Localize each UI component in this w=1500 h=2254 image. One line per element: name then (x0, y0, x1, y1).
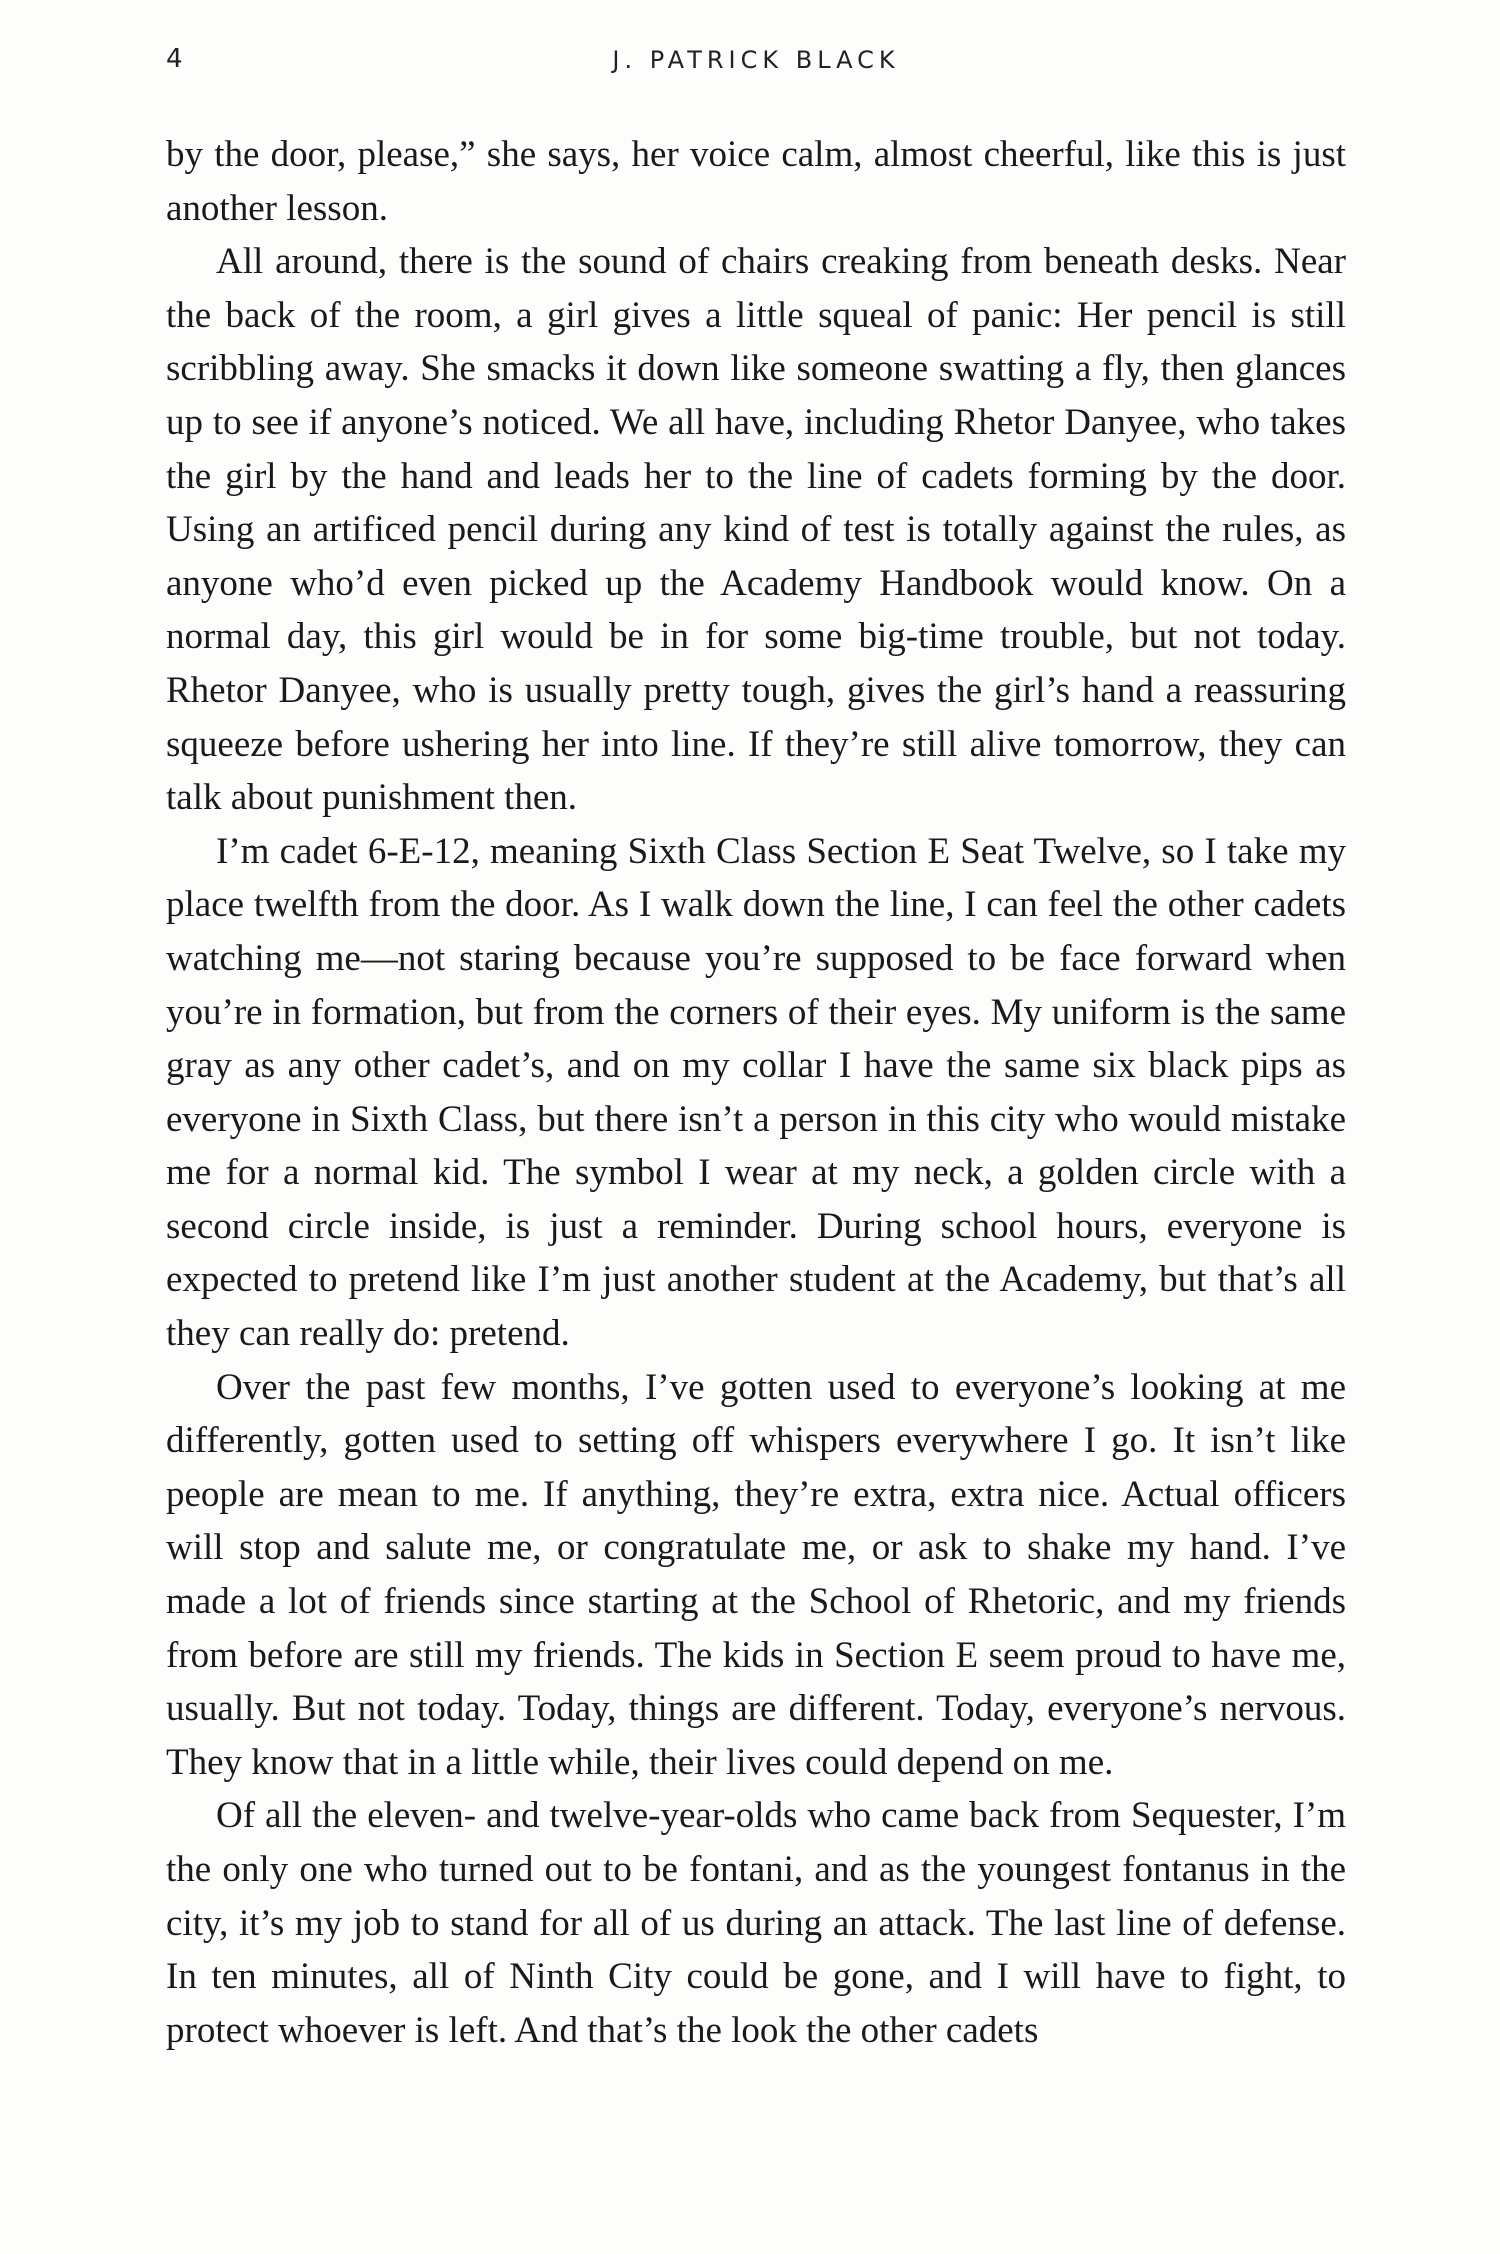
body-text (166, 128, 1346, 2057)
paragraph: Over the past few months, I’ve gotten used to everyone’s looking at me differently, gotten used to setting off whispers everywhere I go. It isn’t like people are mean to me. If anything, they’re extra, extra nice. Actual officers will stop and salute me, or congratulate me, or ask to shake my hand. I’ve made a lot of friends since starting at the School of Rhetoric, and my friends from before are still my friends. The kids in Section E seem proud to have me, usually. But not today. Today, things are different. Today, everyone’s nervous. They know that in a little while, their lives could depend on me. (166, 1366, 1346, 1783)
running-head: J. PATRICK BLACK (612, 46, 900, 74)
paragraph: Of all the eleven- and twelve-year-olds who came back from Sequester, I’m the only one who turned out to be fontani, and as the youngest fontanus in the city, it’s my job to stand for all of us during an attack. The last line of defense. In ten minutes, all of Ninth City could be gone, and I will have to fight, to protect whoever is left. And that’s the look the other cadets (166, 1795, 1346, 2051)
paragraph: by the door, please,” she says, her voice calm, almost cheerful, like this is just another lesson. (166, 134, 1346, 229)
page-number: 4 (166, 44, 183, 74)
paragraph: All around, there is the sound of chairs creaking from beneath desks. Near the back of the room, a girl gives a little squeal of panic: Her pencil is still scribbling away. She smacks it down like someone swatting a fly, then glances up to see if anyone’s noticed. We all have, including Rhetor Danyee, who takes the girl by the hand and leads her to the line of cadets forming by the door. Using an artificed pencil during any kind of test is totally against the rules, as anyone who’d even picked up the Academy Handbook would know. On a normal day, this girl would be in for some big-time trouble, but not today. Rhetor Danyee, who is usually pretty tough, gives the girl’s hand a reassuring squeeze before ushering her into line. If they’re still alive tomorrow, they can talk about punishment then. (166, 241, 1346, 819)
paragraph: I’m cadet 6-E-12, meaning Sixth Class Section E Seat Twelve, so I take my place twelfth from the door. As I walk down the line, I can feel the other cadets watching me—not staring because you’re supposed to be face forward when you’re in formation, but from the corners of their eyes. My uniform is the same gray as any other cadet’s, and on my collar I have the same six black pips as everyone in Sixth Class, but there isn’t a person in this city who would mistake me for a normal kid. The symbol I wear at my neck, a golden circle with a second circle inside, is just a reminder. During school hours, everyone is expected to pretend like I’m just another student at the Academy, but that’s all they can really do: pretend. (166, 830, 1346, 1355)
page-header (166, 44, 1346, 84)
